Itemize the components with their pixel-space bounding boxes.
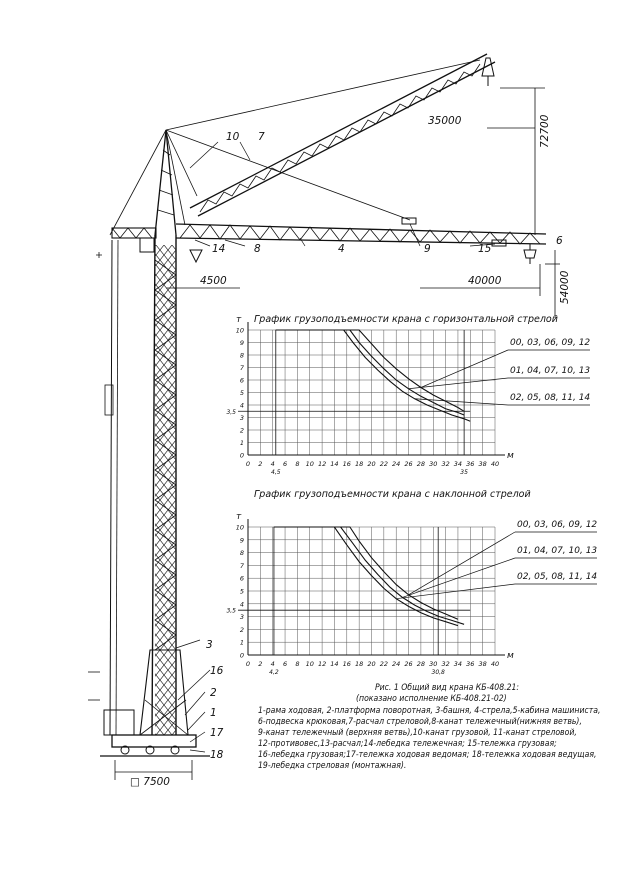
y-tick-label: 3	[239, 414, 244, 422]
series-line-3	[276, 330, 471, 421]
x-tick-label: 24	[392, 460, 401, 468]
part-label-2: 2	[210, 687, 217, 699]
x-tick-label: 34	[453, 660, 463, 668]
y-tick-label: 4	[239, 401, 244, 410]
extra-y-label: 3,5	[226, 607, 236, 615]
dimension-lines	[115, 88, 560, 780]
x-tick-label: 8	[295, 460, 300, 468]
part-label-16: 16	[210, 665, 224, 677]
dim-counterjib: 4500	[200, 275, 227, 287]
y-tick-label: 0	[239, 451, 244, 460]
caption-legend-5: 16-лебедка грузовая;17-тележка ходовая ведомая; 18-тележка ходовая ведущая,	[258, 750, 597, 760]
dim-boom-reach: 35000	[428, 115, 462, 127]
counterjib	[96, 228, 156, 258]
x-tick-label: 36	[466, 460, 475, 468]
x-tick-label: 2	[258, 460, 263, 468]
y-tick-label: 6	[239, 376, 244, 385]
chart-grid	[248, 330, 495, 455]
chart-title: График грузоподъемности крана с наклонной стрелой	[254, 489, 531, 500]
x-tick-label: 10	[305, 460, 314, 468]
y-tick-label: 5	[239, 587, 244, 596]
part-label-3: 3	[206, 639, 213, 651]
y-tick-label: 5	[239, 389, 244, 397]
inclined-jib	[166, 54, 495, 216]
x-tick-label: 38	[478, 660, 487, 668]
part-label-10: 10	[226, 131, 240, 143]
x-tick-label: 6	[282, 660, 288, 668]
x-tick-label: 18	[355, 460, 364, 468]
legend-entry: 01, 04, 07, 10, 13	[517, 546, 598, 556]
x-tick-label: 36	[466, 660, 475, 668]
x-tick-label: 22	[379, 460, 388, 468]
chart-title: График грузоподъемности крана с горизонтальной стрелой	[254, 314, 558, 325]
part-label-18: 18	[210, 749, 224, 761]
y-tick-label: 9	[239, 536, 244, 545]
x-tick-label: 38	[478, 460, 487, 468]
extra-x-label: 30,8	[431, 669, 445, 676]
x-tick-label: 26	[404, 460, 413, 468]
series-line-1	[276, 330, 464, 411]
legend-leader	[409, 378, 508, 389]
part-label-17: 17	[210, 727, 224, 739]
part-label-7: 7	[258, 131, 265, 143]
dim-height-horizontal: 54000	[559, 270, 571, 304]
x-tick-label: 32	[441, 460, 450, 468]
y-tick-label: 10	[235, 523, 244, 532]
caption-subtitle: (показано исполнение КБ-408.21-02)	[356, 694, 507, 704]
extra-x-label: 4,2	[269, 669, 279, 676]
extra-x-label: 35	[460, 469, 468, 476]
caption-legend-2: 6-подвеска крюковая,7-расчал стреловой,8-канат тележечный(нижняя ветвь),	[258, 717, 582, 727]
extra-x-label: 4,5	[271, 469, 281, 476]
part-label-6: 6	[556, 235, 563, 247]
legend-entry: 01, 04, 07, 10, 13	[510, 366, 591, 376]
x-tick-label: 24	[392, 660, 401, 668]
y-tick-label: 0	[239, 651, 244, 660]
tower-mast	[105, 235, 176, 735]
x-tick-label: 6	[282, 460, 288, 468]
x-tick-label: 20	[367, 660, 376, 668]
y-tick-label: 8	[239, 549, 244, 558]
load-chart-inclined	[226, 489, 597, 676]
legend-entry: 00, 03, 06, 09, 12	[510, 338, 591, 348]
caption-legend-3: 9-канат тележечный (верхняя ветвь),10-канат грузовой, 11-канат стреловой,	[258, 728, 577, 738]
legend-entry: 02, 05, 08, 11, 14	[510, 393, 591, 403]
x-tick-label: 12	[317, 460, 327, 468]
part-label-1: 1	[210, 707, 217, 719]
x-tick-label: 26	[404, 660, 413, 668]
crane-structure	[88, 54, 560, 780]
x-tick-label: 30	[429, 660, 438, 668]
y-tick-label: 10	[235, 326, 244, 335]
y-tick-label: 1	[239, 638, 244, 647]
x-tick-label: 40	[490, 460, 500, 468]
x-tick-label: 14	[330, 660, 339, 668]
caption-title: Рис. 1 Общий вид крана КБ-408.21:	[375, 683, 520, 693]
x-tick-label: 10	[305, 660, 314, 668]
y-tick-label: 1	[239, 439, 244, 447]
legend-entry: 00, 03, 06, 09, 12	[517, 520, 598, 530]
part-label-8: 8	[254, 243, 261, 255]
x-axis-label: м	[507, 451, 514, 461]
series-line-3	[274, 527, 458, 626]
x-tick-label: 34	[453, 460, 463, 468]
x-tick-label: 22	[379, 660, 388, 668]
y-tick-label: 9	[239, 339, 244, 347]
x-tick-label: 4	[270, 660, 275, 668]
x-tick-label: 30	[429, 460, 438, 468]
y-tick-label: 8	[239, 351, 244, 360]
y-tick-label: 7	[239, 561, 244, 570]
y-tick-label: 2	[239, 426, 244, 435]
crane-base	[88, 650, 210, 756]
x-axis-label: м	[507, 651, 514, 661]
caption-legend-4: 12-противовес,13-расчал;14-лебедка тележечная; 15-тележка грузовая;	[258, 739, 557, 749]
caption-legend-6: 19-лебедка стреловая (монтажная).	[258, 761, 407, 771]
x-tick-label: 40	[490, 660, 500, 668]
legend-entry: 02, 05, 08, 11, 14	[517, 572, 598, 582]
x-tick-label: 2	[258, 660, 263, 668]
x-tick-label: 16	[342, 660, 351, 668]
dim-reach-horizontal: 40000	[468, 275, 502, 287]
part-label-15: 15	[478, 243, 492, 255]
y-tick-label: 3	[239, 613, 244, 622]
x-tick-label: 28	[416, 460, 426, 468]
x-tick-label: 28	[416, 660, 426, 668]
y-tick-label: 6	[239, 574, 244, 583]
dim-base: □ 7500	[130, 776, 170, 788]
y-axis-label: т	[236, 512, 242, 522]
y-axis-label: т	[236, 315, 242, 325]
x-tick-label: 0	[245, 460, 251, 468]
x-tick-label: 4	[270, 460, 275, 468]
series-line-1	[274, 527, 458, 619]
x-tick-label: 14	[330, 460, 339, 468]
x-tick-label: 12	[317, 660, 327, 668]
x-tick-label: 0	[245, 660, 251, 668]
x-tick-label: 16	[342, 460, 351, 468]
part-label-4: 4	[338, 243, 345, 255]
extra-y-label: 3,5	[226, 408, 236, 416]
x-tick-label: 18	[355, 660, 364, 668]
caption-legend-1: 1-рама ходовая, 2-платформа поворотная, 3-башня, 4-стрела,5-кабина машиниста,	[258, 706, 601, 716]
y-tick-label: 2	[239, 625, 244, 634]
part-label-14: 14	[212, 243, 226, 255]
y-tick-label: 7	[239, 364, 244, 372]
legend-leader	[402, 558, 515, 597]
x-tick-label: 32	[441, 660, 450, 668]
load-chart-horizontal	[226, 314, 590, 476]
part-label-9: 9	[424, 243, 431, 255]
x-tick-label: 8	[295, 660, 300, 668]
x-tick-label: 20	[367, 460, 376, 468]
legend-leader	[415, 399, 508, 405]
y-tick-label: 4	[239, 600, 244, 609]
dim-height-inclined: 72700	[539, 114, 551, 148]
